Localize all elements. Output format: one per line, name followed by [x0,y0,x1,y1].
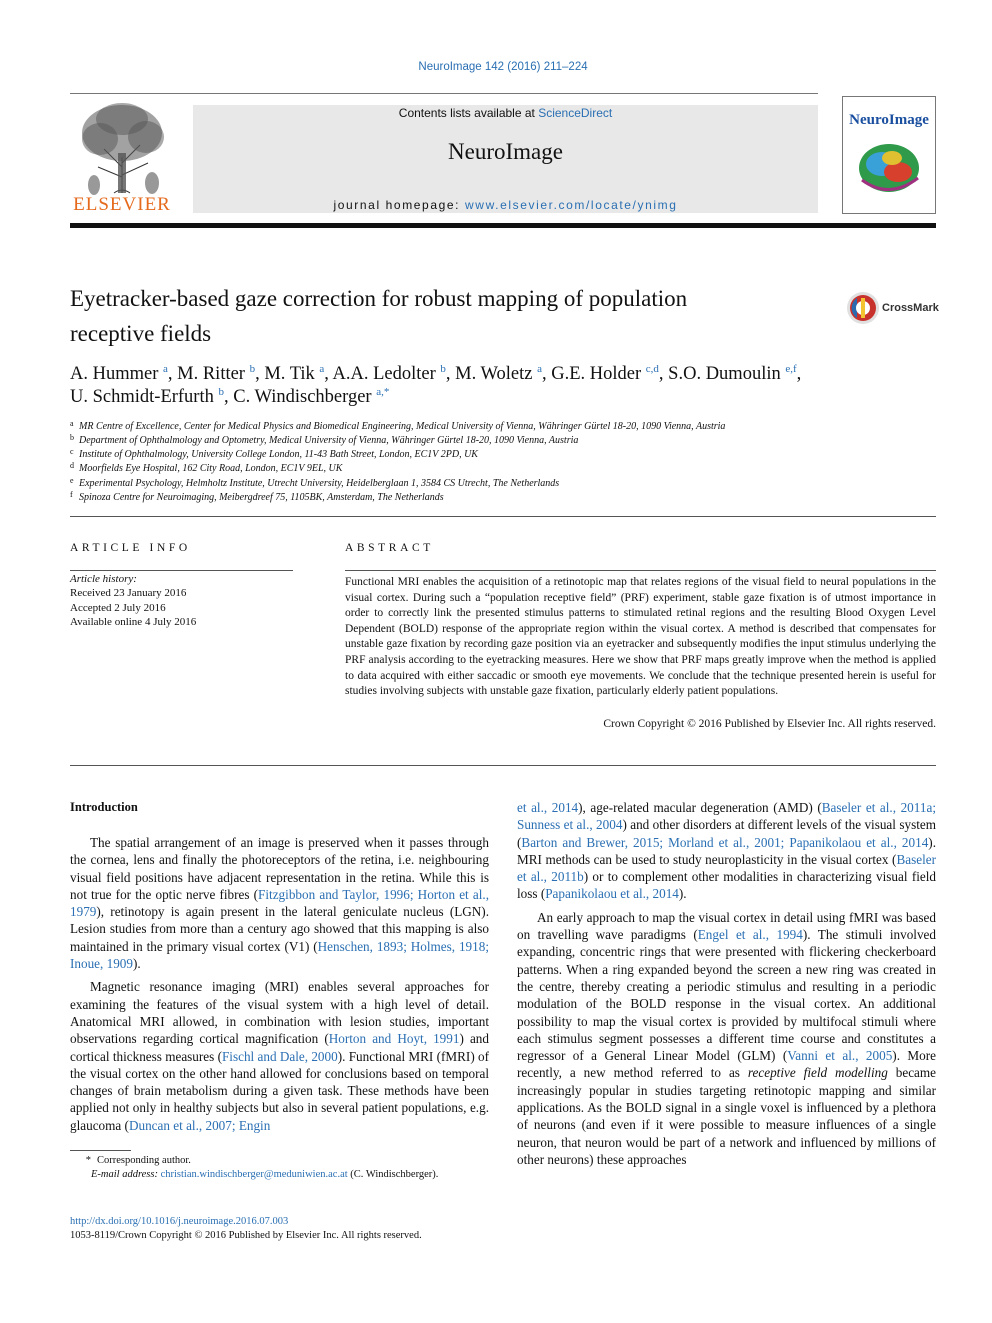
author-name: G.E. Holder [551,364,646,385]
footnote-star: * [85,1155,91,1166]
text-run: ) and cortical thickness measures ( [70,1031,489,1064]
citation-link[interactable]: Henschen, 1893; Holmes, 1918; Inoue, 1909 [70,938,489,972]
cover-brain-image [852,130,926,202]
text-run: ). Functional MRI (fMRI) of the visual cortex on the other hand allowed for conclusions based on temporal changes of brain metabolism during a given task. These methods have been applied not only in healthy subjects but also in several patient populations, e.g. glaucoma ( [70,1048,489,1133]
affiliation-tag: a [70,419,74,428]
author-separator: , [224,387,234,408]
italic-text: receptive field modelling [747,1065,888,1081]
citation-link[interactable]: NeuroImage 142 (2016) 211–224 [418,61,588,73]
email-note [91,1169,438,1180]
author-separator: , [324,364,333,385]
authors-line2 [70,386,389,408]
text-run: ), age-related macular degeneration (AMD) ( [578,800,822,815]
citation-link[interactable]: Barton and Brewer, 2015; Morland et al., 2001; Papanikolaou et al., 2014 [521,834,929,850]
contents-line [193,106,818,120]
authors-line1 [70,363,801,385]
header-thick-rule [70,223,936,228]
abstract-rule [345,570,936,571]
affiliation-text: Spinoza Centre for Neuroimaging, Meibergdreef 75, 1105BK, Amsterdam, The Netherlands [79,492,444,503]
affiliation-text: Institute of Ophthalmology, University College London, 11-43 Bath Street, London, EC1V 2PD, UK [79,449,478,460]
citation-link[interactable]: Baseler et al., 2011b [517,851,936,885]
citation-link[interactable]: Papanikolaou et al., 2014 [545,886,679,902]
text-run: ). MRI methods can be used to study neuroplasticity in the visual cortex ( [517,834,936,867]
abstract-text: Functional MRI enables the acquisition of a retinotopic map that relates regions of the visual field to neural populations in the visual cortex. During such a “population receptive field” (PRF) experiment, stable gaze fixation is of utmost importance in order to correctly link the presented stimulus patterns to stimulated retinal regions and the resulting Blood Oxygen Level Dependent (BOLD) response of the appropriate region within the visual cortex. A method is described that compensates for unstable gaze fixation by recording gaze position via an eyetracker and subsequently modifies the input stimulus underlying the PRF analysis according to the eyetracking measures. Here we show that PRF maps greatly improve when the method is applied to data acquired with either saccadic or smooth eye movements. We conclude that the technique presented herein is useful for studies involving subjects with unstable gaze fixation, particularly elderly patient populations. [345,576,936,698]
affiliation [70,419,725,432]
journal-citation[interactable] [0,61,992,73]
text-run: An early approach to map the visual cortex in detail using fMRI was based on travelling wave paradigms ( [517,909,936,943]
introduction-heading: Introduction [70,800,138,814]
text-run: ) or to complement other modalities in characterizing visual field loss ( [517,869,936,902]
journal-name: NeuroImage [448,139,563,164]
author-affiliation-link[interactable]: b [440,363,446,375]
affiliation [70,461,342,474]
author-separator: , [255,364,265,385]
affiliation [70,490,444,503]
author-name: A.A. Ledolter [332,364,441,385]
affiliation-text: Department of Ophthalmology and Optometry, Medical University of Vienna, Währinger Gürtel 18-20, 1090 Vienna, Austria [79,435,579,446]
author-name: S.O. Dumoulin [668,364,786,385]
author-name: M. Tik [264,364,320,385]
affiliation-tag: f [70,490,73,499]
citation-link[interactable]: Baseler et al., 2011a; Sunness et al., 2004 [517,800,936,833]
article-title-line2: receptive fields [70,321,212,346]
footnote-rule [70,1150,131,1151]
author-affiliation-link[interactable]: b [249,363,256,375]
author-separator: , [445,364,456,385]
affiliation-text: MR Centre of Excellence, Center for Medical Physics and Biomedical Engineering, Medical University of Vienna, Währinger Gürtel 18-20, 1090 Vienna, Austria [79,421,726,432]
affiliation-tag: b [70,433,74,442]
paragraph [70,834,489,972]
homepage-prefix: journal homepage: [333,198,466,212]
right-column [517,799,936,1174]
citation-link[interactable]: et al., 2014 [517,800,579,815]
text-run: The spatial arrangement of an image is preserved when it passes through the cornea, lens and finally the photoreceptors of the retina, i.e. neighbouring visual field positions have adjacent representation in the retina. While this is not true for the optic nerve fibres ( [70,835,489,902]
email-suffix: (C. Windischberger). [347,1169,439,1180]
article-info-rule [70,570,293,571]
affiliation-tag: e [70,476,74,485]
affiliation [70,433,578,446]
affiliation-text: Experimental Psychology, Helmholtz Institute, Utrecht University, Heidelberglaan 1, 3584 CS Utrecht, The Netherlands [79,478,560,489]
affiliation-tag: d [70,461,74,470]
author-name: M. Ritter [177,364,250,385]
author-separator: , [796,364,802,385]
citation-link[interactable]: Horton and Hoyt, 1991 [328,1031,460,1047]
author-name: C. Windischberger [233,387,377,408]
corresponding-author-note [70,1155,191,1166]
text-run: ). The stimuli involved expanding, concentric rings that were presented with flickering checkerboard patterns. When a ring expanded beyond the screen a new ring was created in the centre, thereby creating a periodic stimulus and resulting in a periodic modulation of the BOLD response in the visual cortex. An additional possibility to map the visual cortex is provided by multifocal stimuli where each stimulus segment possesses a different time course and constitutes a regressor of a General Linear Model (GLM) ( [517,927,936,1064]
crossmark-label[interactable]: CrossMark [882,302,939,314]
abstract-heading: ABSTRACT [345,542,434,554]
author-name: M. Woletz [455,364,538,385]
abstract-copyright: Crown Copyright © 2016 Published by Elsevier Inc. All rights reserved. [603,718,936,730]
cover-title: NeuroImage [849,112,929,128]
author-name: U. Schmidt-Erfurth [70,387,219,408]
paragraph [70,978,489,1134]
email-link[interactable]: christian.windischberger@meduniwien.ac.at [160,1169,348,1180]
author-affiliation-link[interactable]: a,* [376,386,390,398]
journal-homepage [193,198,818,212]
author-affiliation-link[interactable]: b [218,386,224,398]
affiliation-tag: c [70,447,74,456]
author-affiliation-link[interactable]: a [319,363,325,375]
author-affiliation-link[interactable]: a [163,363,168,375]
received-date: Received 23 January 2016 [70,587,187,599]
citation-link[interactable]: Duncan et al., 2007; Engin [128,1117,271,1133]
author-name: A. Hummer [70,364,163,385]
email-label: E-mail address: [91,1169,161,1180]
citation-link[interactable]: Engel et al., 1994 [697,927,803,943]
text-run: ). More recently, a new method referred to as [517,1048,936,1081]
affiliations-rule [70,516,936,517]
header-rule [70,93,818,94]
corresponding-text: Corresponding author. [97,1155,191,1166]
issn-line: 1053-8119/Crown Copyright © 2016 Published by Elsevier Inc. All rights reserved. [70,1230,422,1241]
contents-prefix: Contents lists available at [398,106,539,120]
paragraph [517,909,936,1168]
text-run: ). [678,886,687,902]
author-affiliation-link[interactable]: a [537,363,542,375]
text-run: ), retinotopy is again present in the lateral geniculate nucleus (LGN). Lesion studies from more than a century ago showed that this mapping is also maintained in the primary visual cortex (V1) ( [70,904,489,954]
affiliation-text: Moorfields Eye Hospital, 162 City Road, London, EC1V 9EL, UK [79,463,343,474]
left-column [70,834,489,1140]
online-date: Available online 4 July 2016 [70,616,197,628]
homepage-link[interactable]: www.elsevier.com/locate/ynimg [465,198,678,212]
text-run: Magnetic resonance imaging (MRI) enables several approaches for examining the features of the visual system with a high level of detail. Anatomical MRI allowed, in combination with lesion studies, important observations regarding cortical magnification ( [70,979,489,1047]
author-affiliation-link[interactable]: e,f [785,363,797,375]
author-separator: , [658,364,669,385]
citation-link[interactable]: Fischl and Dale, 2000 [221,1048,338,1064]
text-run: ). [133,956,141,972]
text-run: ) and other disorders at different levels of the visual system ( [517,817,936,850]
history-label: Article history: [70,573,137,585]
citation-link[interactable]: Fitzgibbon and Taylor, 1996; Horton et al., 1979 [70,886,489,920]
author-separator: , [541,364,552,385]
paragraph [517,799,936,903]
text-run: became increasingly popular in studies targeting retinotopic mapping and similar applications. As the BOLD signal in a single voxel is influenced by a plethora of neurons (and even if it were possible to measure influences of a single neuron, that neuron would be part of a network and influenced by millions of other neurons) these approaches [517,1065,937,1167]
body-rule [70,765,936,766]
accepted-date: Accepted 2 July 2016 [70,602,166,614]
elsevier-wordmark: ELSEVIER [73,194,171,215]
sciencedirect-link[interactable]: ScienceDirect [538,106,613,120]
doi-link[interactable]: http://dx.doi.org/10.1016/j.neuroimage.2016.07.003 [70,1216,289,1227]
article-info-heading: ARTICLE INFO [70,542,191,554]
affiliation [70,447,478,460]
affiliation [70,476,559,489]
author-separator: , [167,364,178,385]
citation-link[interactable]: Vanni et al., 2005 [787,1048,893,1064]
article-title-line1: Eyetracker-based gaze correction for robust mapping of population [70,286,688,311]
author-affiliation-link[interactable]: c,d [645,363,659,375]
